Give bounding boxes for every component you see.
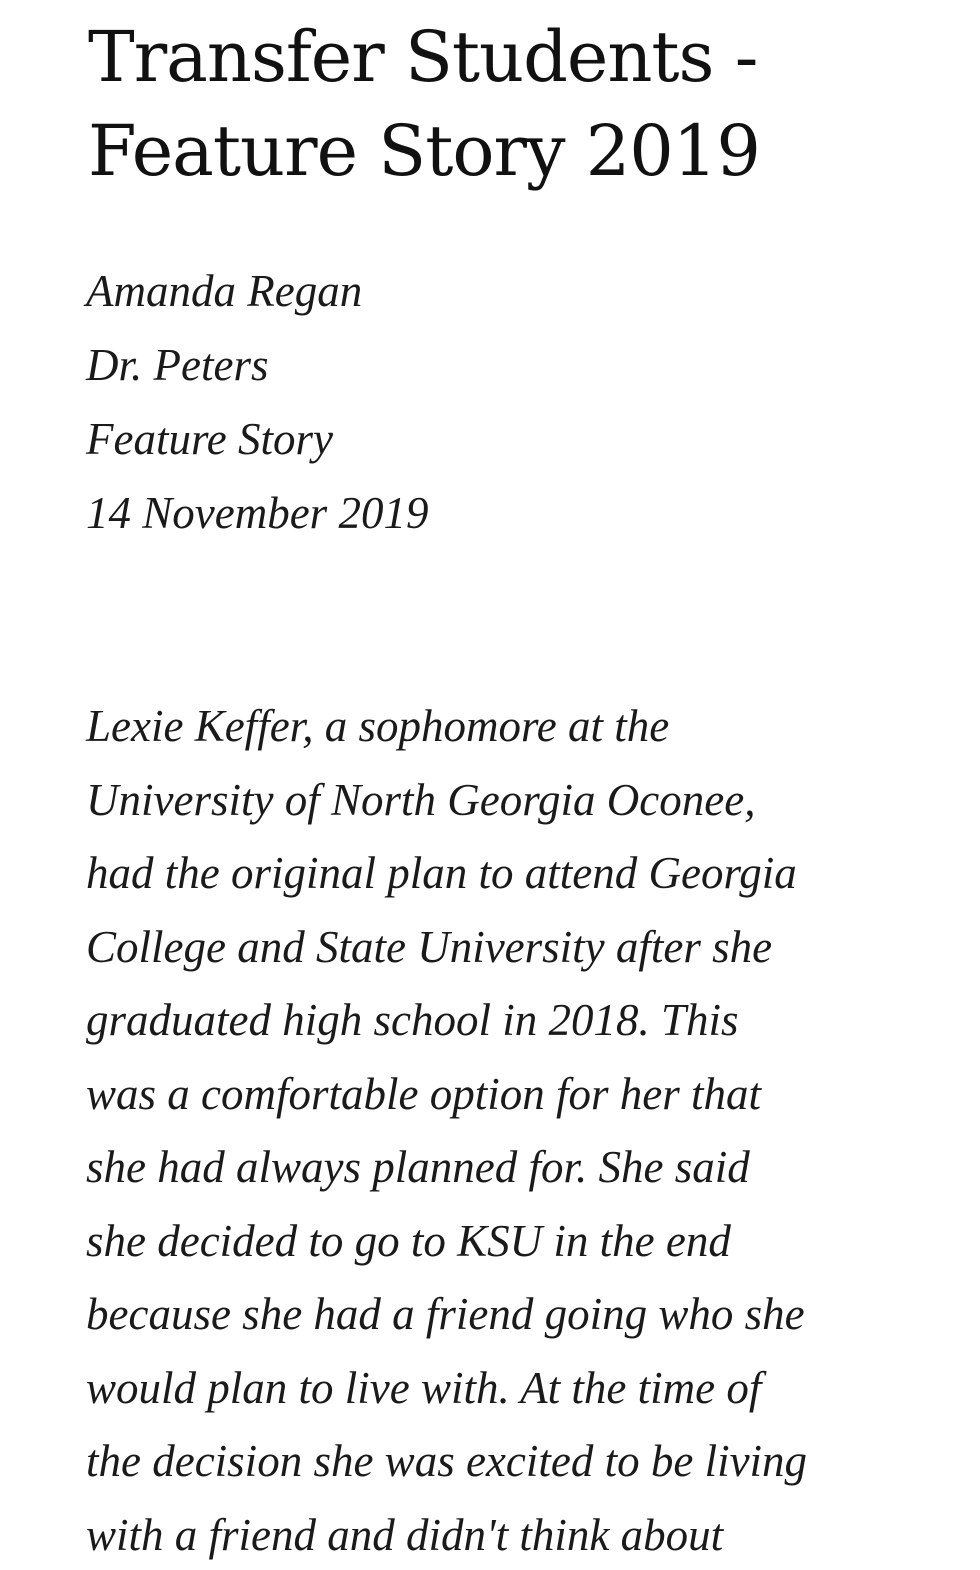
body-line: the decision she was excited to be living — [86, 1436, 808, 1486]
article-body — [86, 690, 956, 1570]
body-line: University of North Georgia Oconee, — [86, 774, 756, 825]
document-date: 14 November 2019 — [86, 488, 429, 538]
body-line: Lexie Keffer, a sophomore at the — [86, 701, 670, 751]
body-line: she had always planned for. She said — [86, 1142, 750, 1192]
body-line: she decided to go to KSU in the end — [86, 1215, 731, 1266]
author-name: Amanda Regan — [86, 266, 363, 316]
body-line: graduated high school in 2018. This — [86, 995, 739, 1045]
title-line-1: Transfer Students - — [88, 16, 758, 98]
body-line: because she had a friend going who she — [86, 1289, 805, 1339]
assignment-name: Feature Story — [86, 414, 334, 464]
body-line: College and State University after she — [86, 921, 773, 972]
body-line: would plan to live with. At the time of — [86, 1362, 762, 1413]
page-title — [88, 10, 948, 198]
body-line: had the original plan to attend Georgia — [86, 848, 797, 898]
title-line-2: Feature Story 2019 — [88, 110, 760, 192]
heading-block — [86, 254, 946, 550]
body-line: was a comfortable option for her that — [86, 1068, 761, 1119]
instructor-name: Dr. Peters — [86, 340, 269, 390]
body-line: with a friend and didn't think about — [86, 1509, 724, 1560]
